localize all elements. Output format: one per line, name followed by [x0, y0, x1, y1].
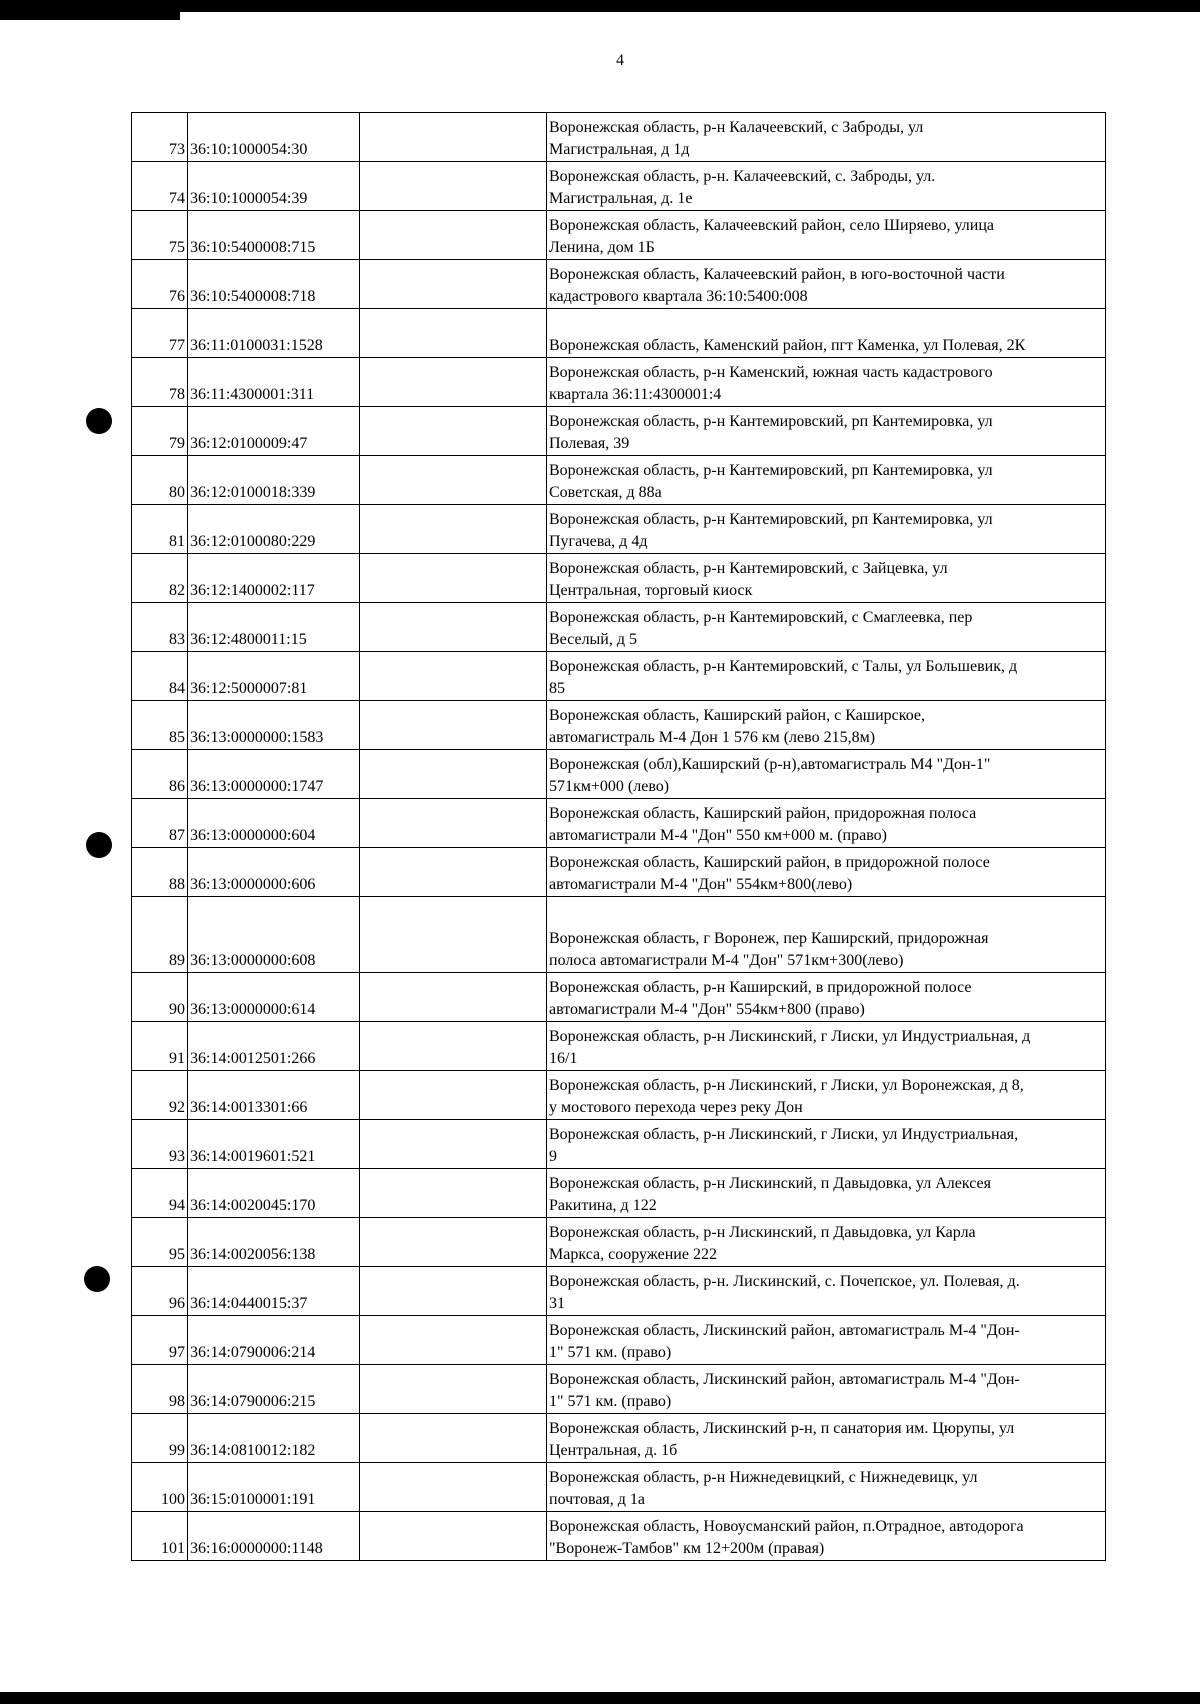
- cadastral-number: 36:12:5000007:81: [188, 652, 360, 701]
- row-number: 98: [132, 1365, 188, 1414]
- row-number: 86: [132, 750, 188, 799]
- row-number: 74: [132, 162, 188, 211]
- blank-cell: [360, 848, 547, 897]
- row-number: 93: [132, 1120, 188, 1169]
- address: Воронежская область, Лискинский район, автомагистраль М-4 "Дон- 1" 571 км. (право): [547, 1365, 1106, 1414]
- cadastral-number: 36:14:0020056:138: [188, 1218, 360, 1267]
- cadastral-number: 36:10:5400008:718: [188, 260, 360, 309]
- address: Воронежская область, р-н Нижнедевицкий, с Нижнедевицк, ул почтовая, д 1а: [547, 1463, 1106, 1512]
- blank-cell: [360, 1071, 547, 1120]
- cadastral-number: 36:14:0013301:66: [188, 1071, 360, 1120]
- table-row: [132, 211, 1106, 260]
- registry-table-body: [132, 113, 1106, 1561]
- address: Воронежская область, Новоусманский район, п.Отрадное, автодорога "Воронеж-Тамбов" км 12+200м (правая): [547, 1512, 1106, 1561]
- blank-cell: [360, 1120, 547, 1169]
- cadastral-number: 36:12:4800011:15: [188, 603, 360, 652]
- address: Воронежская область, р-н Лискинский, п Давыдовка, ул Карла Маркса, сооружение 222: [547, 1218, 1106, 1267]
- blank-cell: [360, 309, 547, 358]
- row-number: 78: [132, 358, 188, 407]
- table-row: [132, 1169, 1106, 1218]
- address: Воронежская область, р-н Лискинский, г Лиски, ул Индустриальная, 9: [547, 1120, 1106, 1169]
- table-row: [132, 750, 1106, 799]
- table-row: [132, 652, 1106, 701]
- row-number: 81: [132, 505, 188, 554]
- scan-top-edge: [0, 0, 1200, 12]
- address: Воронежская область, Калачеевский район, в юго-восточной части кадастрового квартала 36:10:5400:008: [547, 260, 1106, 309]
- table-row: [132, 799, 1106, 848]
- cadastral-number: 36:13:0000000:606: [188, 848, 360, 897]
- table-row: [132, 1512, 1106, 1561]
- table-row: [132, 973, 1106, 1022]
- blank-cell: [360, 1365, 547, 1414]
- cadastral-number: 36:10:1000054:30: [188, 113, 360, 162]
- blank-cell: [360, 1169, 547, 1218]
- cadastral-number: 36:12:0100018:339: [188, 456, 360, 505]
- address: Воронежская область, Каширский район, в придорожной полосе автомагистрали М-4 "Дон" 554км+800(лево): [547, 848, 1106, 897]
- cadastral-number: 36:14:0019601:521: [188, 1120, 360, 1169]
- blank-cell: [360, 701, 547, 750]
- cadastral-number: 36:13:0000000:1583: [188, 701, 360, 750]
- blank-cell: [360, 1022, 547, 1071]
- blank-cell: [360, 456, 547, 505]
- blank-cell: [360, 973, 547, 1022]
- cadastral-number: 36:12:0100080:229: [188, 505, 360, 554]
- table-row: [132, 1218, 1106, 1267]
- table-row: [132, 113, 1106, 162]
- cadastral-number: 36:12:0100009:47: [188, 407, 360, 456]
- row-number: 97: [132, 1316, 188, 1365]
- row-number: 101: [132, 1512, 188, 1561]
- table-row: [132, 162, 1106, 211]
- address: Воронежская область, Лискинский р-н, п санатория им. Цюрупы, ул Центральная, д. 1б: [547, 1414, 1106, 1463]
- address: Воронежская область, р-н Кантемировский, рп Кантемировка, ул Полевая, 39: [547, 407, 1106, 456]
- row-number: 76: [132, 260, 188, 309]
- address: Воронежская область, Калачеевский район, село Ширяево, улица Ленина, дом 1Б: [547, 211, 1106, 260]
- table-row: [132, 1316, 1106, 1365]
- cadastral-number: 36:14:0790006:214: [188, 1316, 360, 1365]
- table-row: [132, 897, 1106, 973]
- blank-cell: [360, 407, 547, 456]
- table-row: [132, 1071, 1106, 1120]
- cadastral-number: 36:14:0790006:215: [188, 1365, 360, 1414]
- cadastral-number: 36:13:0000000:604: [188, 799, 360, 848]
- table-row: [132, 1414, 1106, 1463]
- address: Воронежская область, р-н Лискинский, г Лиски, ул Воронежская, д 8, у мостового перехода через реку Дон: [547, 1071, 1106, 1120]
- address: Воронежская область, р-н. Лискинский, с. Почепское, ул. Полевая, д. 31: [547, 1267, 1106, 1316]
- blank-cell: [360, 603, 547, 652]
- row-number: 95: [132, 1218, 188, 1267]
- table-row: [132, 358, 1106, 407]
- blank-cell: [360, 358, 547, 407]
- row-number: 82: [132, 554, 188, 603]
- address: Воронежская область, р-н Лискинский, г Лиски, ул Индустриальная, д 16/1: [547, 1022, 1106, 1071]
- table-row: [132, 1022, 1106, 1071]
- blank-cell: [360, 113, 547, 162]
- address: Воронежская область, р-н Кантемировский, рп Кантемировка, ул Советская, д 88а: [547, 456, 1106, 505]
- address: Воронежская область, р-н Калачеевский, с Заброды, ул Магистральная, д 1д: [547, 113, 1106, 162]
- cadastral-number: 36:10:5400008:715: [188, 211, 360, 260]
- cadastral-number: 36:14:0012501:266: [188, 1022, 360, 1071]
- address: Воронежская область, Каширский район, придорожная полоса автомагистрали М-4 "Дон" 550 км+000 м. (право): [547, 799, 1106, 848]
- cadastral-number: 36:14:0020045:170: [188, 1169, 360, 1218]
- address: Воронежская область, р-н Каменский, южная часть кадастрового квартала 36:11:4300001:4: [547, 358, 1106, 407]
- blank-cell: [360, 799, 547, 848]
- punch-hole: [84, 1266, 110, 1292]
- table-row: [132, 1463, 1106, 1512]
- address: Воронежская область, р-н Кантемировский, с Зайцевка, ул Центральная, торговый киоск: [547, 554, 1106, 603]
- row-number: 73: [132, 113, 188, 162]
- row-number: 85: [132, 701, 188, 750]
- blank-cell: [360, 897, 547, 973]
- address: Воронежская область, Лискинский район, автомагистраль М-4 "Дон- 1" 571 км. (право): [547, 1316, 1106, 1365]
- table-row: [132, 1267, 1106, 1316]
- cadastral-number: 36:14:0810012:182: [188, 1414, 360, 1463]
- registry-table: [131, 112, 1106, 1561]
- table-row: [132, 1120, 1106, 1169]
- row-number: 96: [132, 1267, 188, 1316]
- address: Воронежская область, р-н Кантемировский, рп Кантемировка, ул Пугачева, д 4д: [547, 505, 1106, 554]
- row-number: 77: [132, 309, 188, 358]
- cadastral-number: 36:13:0000000:614: [188, 973, 360, 1022]
- row-number: 83: [132, 603, 188, 652]
- row-number: 91: [132, 1022, 188, 1071]
- row-number: 100: [132, 1463, 188, 1512]
- blank-cell: [360, 750, 547, 799]
- cadastral-number: 36:14:0440015:37: [188, 1267, 360, 1316]
- table-row: [132, 407, 1106, 456]
- row-number: 75: [132, 211, 188, 260]
- address: Воронежская область, р-н Лискинский, п Давыдовка, ул Алексея Ракитина, д 122: [547, 1169, 1106, 1218]
- table-row: [132, 848, 1106, 897]
- blank-cell: [360, 1414, 547, 1463]
- table-row: [132, 701, 1106, 750]
- address: Воронежская область, Каменский район, пгт Каменка, ул Полевая, 2К: [547, 309, 1106, 358]
- row-number: 88: [132, 848, 188, 897]
- address: Воронежская (обл),Каширский (р-н),автомагистраль М4 "Дон-1" 571км+000 (лево): [547, 750, 1106, 799]
- blank-cell: [360, 1316, 547, 1365]
- punch-hole: [86, 408, 112, 434]
- punch-hole: [86, 832, 112, 858]
- table-row: [132, 260, 1106, 309]
- blank-cell: [360, 1267, 547, 1316]
- blank-cell: [360, 162, 547, 211]
- address: Воронежская область, р-н. Калачеевский, с. Заброды, ул. Магистральная, д. 1е: [547, 162, 1106, 211]
- table-row: [132, 456, 1106, 505]
- cadastral-number: 36:11:0100031:1528: [188, 309, 360, 358]
- table-row: [132, 1365, 1106, 1414]
- address: Воронежская область, р-н Кантемировский, с Смаглеевка, пер Веселый, д 5: [547, 603, 1106, 652]
- cadastral-number: 36:11:4300001:311: [188, 358, 360, 407]
- blank-cell: [360, 260, 547, 309]
- blank-cell: [360, 1218, 547, 1267]
- row-number: 90: [132, 973, 188, 1022]
- blank-cell: [360, 211, 547, 260]
- address: Воронежская область, р-н Кантемировский, с Талы, ул Большевик, д 85: [547, 652, 1106, 701]
- blank-cell: [360, 505, 547, 554]
- blank-cell: [360, 652, 547, 701]
- row-number: 79: [132, 407, 188, 456]
- table-row: [132, 309, 1106, 358]
- table-row: [132, 603, 1106, 652]
- address: Воронежская область, р-н Каширский, в придорожной полосе автомагистрали М-4 "Дон" 554км+800 (право): [547, 973, 1106, 1022]
- scan-bottom-edge: [0, 1692, 1200, 1704]
- cadastral-number: 36:13:0000000:1747: [188, 750, 360, 799]
- cadastral-number: 36:10:1000054:39: [188, 162, 360, 211]
- page-number: 4: [616, 52, 624, 69]
- address: Воронежская область, г Воронеж, пер Каширский, придорожная полоса автомагистрали М-4 "Дон" 571км+300(лево): [547, 897, 1106, 973]
- blank-cell: [360, 1512, 547, 1561]
- row-number: 92: [132, 1071, 188, 1120]
- table-row: [132, 554, 1106, 603]
- address: Воронежская область, Каширский район, с Каширское, автомагистраль М-4 Дон 1 576 км (лево 215,8м): [547, 701, 1106, 750]
- row-number: 99: [132, 1414, 188, 1463]
- cadastral-number: 36:16:0000000:1148: [188, 1512, 360, 1561]
- row-number: 84: [132, 652, 188, 701]
- row-number: 89: [132, 897, 188, 973]
- table-row: [132, 505, 1106, 554]
- blank-cell: [360, 1463, 547, 1512]
- row-number: 87: [132, 799, 188, 848]
- cadastral-number: 36:12:1400002:117: [188, 554, 360, 603]
- row-number: 80: [132, 456, 188, 505]
- blank-cell: [360, 554, 547, 603]
- row-number: 94: [132, 1169, 188, 1218]
- cadastral-number: 36:13:0000000:608: [188, 897, 360, 973]
- cadastral-number: 36:15:0100001:191: [188, 1463, 360, 1512]
